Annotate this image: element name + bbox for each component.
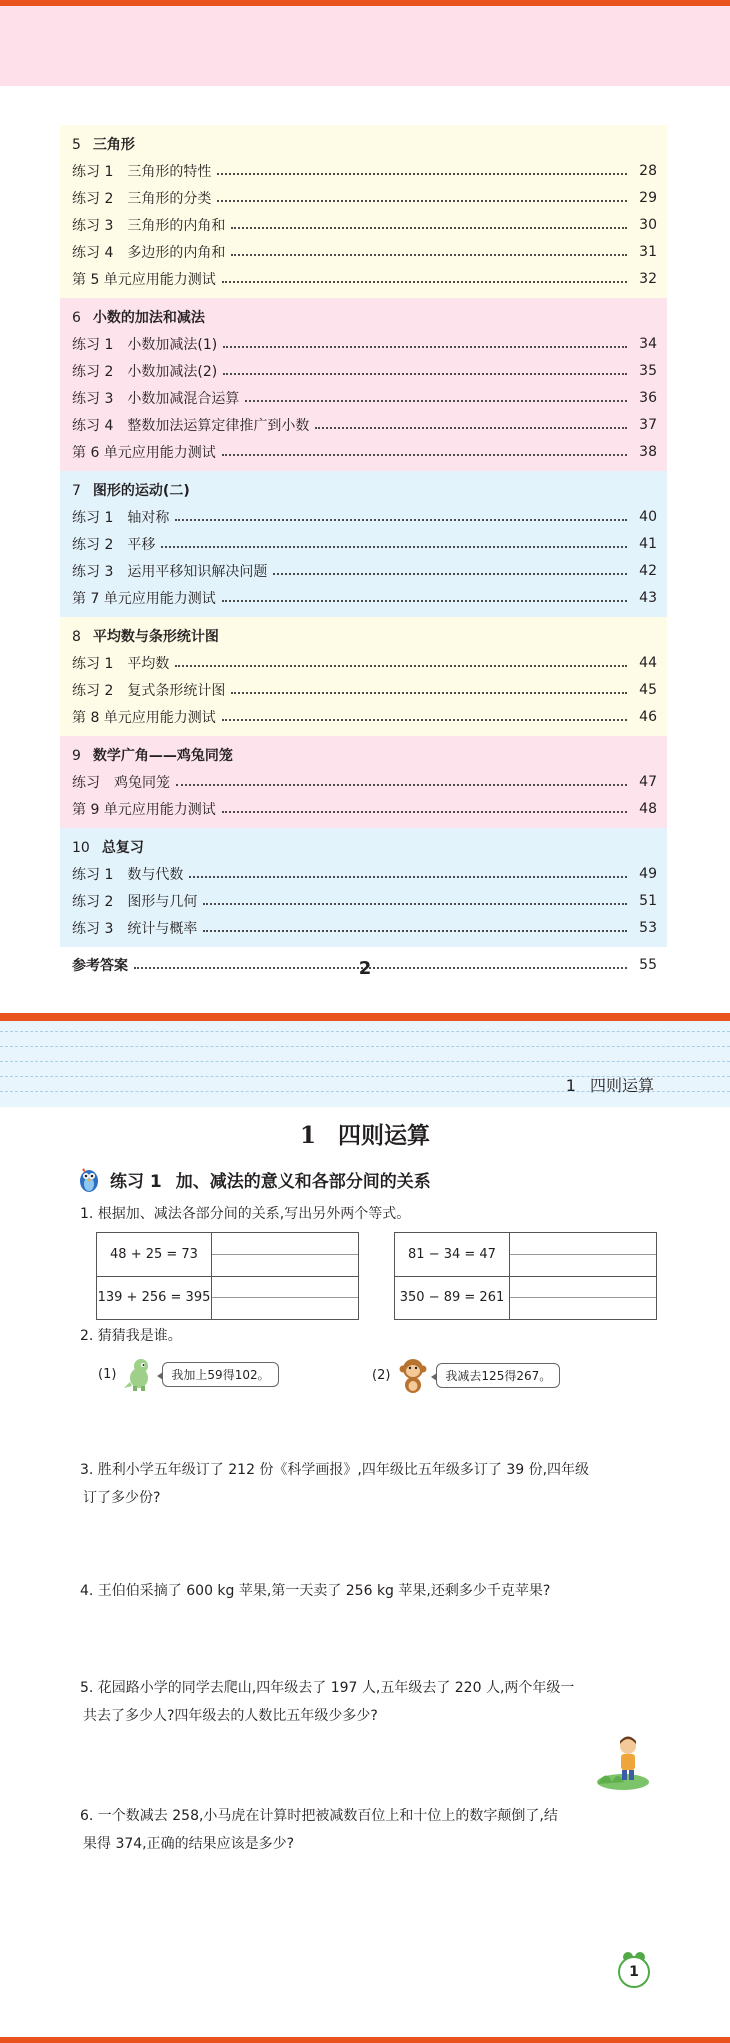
- toc-entry-page: 28: [639, 162, 657, 179]
- toc-entry-prefix: 练习 2: [72, 190, 114, 207]
- toc-entry-page: 29: [639, 189, 657, 206]
- toc-entry-title: 三角形的特性: [127, 163, 212, 180]
- toc-entry-prefix: 练习 1: [72, 163, 114, 180]
- leader-dots: [217, 200, 627, 202]
- toc-section-title: [72, 744, 657, 768]
- leader-dots: [176, 784, 627, 786]
- toc-entry-title: 三角形的分类: [127, 190, 212, 207]
- toc-entry-title: 第 9 单元应用能力测试: [72, 801, 216, 818]
- toc-entry-page: 46: [639, 708, 657, 725]
- toc-section-number: 8: [72, 629, 81, 645]
- guess-item-2: [372, 1356, 560, 1394]
- exercise-prefix: 练习 1: [110, 1171, 162, 1192]
- toc-entry-label: [72, 707, 216, 727]
- toc-section-title: [72, 306, 657, 330]
- toc-entry[interactable]: [72, 703, 657, 730]
- toc-entry-label: [72, 864, 183, 884]
- toc-entry-title: 整数加法运算定律推广到小数: [127, 417, 310, 434]
- question-line: 共去了多少人?四年级去的人数比五年级少多少?: [83, 1708, 378, 1724]
- toc-entry-page: 34: [639, 335, 657, 352]
- exercise-title: 加、减法的意义和各部分间的关系: [175, 1171, 431, 1192]
- toc-entry-label: [72, 242, 225, 262]
- toc-entry-title: 复式条形统计图: [127, 682, 226, 699]
- leader-dots: [231, 227, 627, 229]
- toc-entry-label: [72, 442, 216, 462]
- toc-entry-prefix: 练习 1: [72, 509, 114, 526]
- toc-entry-prefix: 练习 2: [72, 682, 114, 699]
- toc-entry-label: [72, 534, 155, 554]
- table-of-contents: [60, 125, 667, 974]
- question-line: 5. 花园路小学的同学去爬山,四年级去了 197 人,五年级去了 220 人,两个年级一: [80, 1680, 575, 1696]
- toc-page-number: 2: [358, 958, 372, 979]
- toc-entry-page: 45: [639, 681, 657, 698]
- toc-entry-page: 30: [639, 216, 657, 233]
- dinosaur-icon: [122, 1356, 156, 1392]
- guess-item-1: [98, 1356, 279, 1392]
- answer-line[interactable]: [510, 1277, 656, 1299]
- leader-dots: [273, 573, 627, 575]
- leader-dots: [175, 519, 627, 521]
- toc-entry-title: 小数加减法(2): [127, 363, 218, 380]
- toc-entry-label: [72, 215, 225, 235]
- exercise-heading: [76, 1164, 431, 1194]
- question-line: 4. 王伯伯采摘了 600 kg 苹果,第一天卖了 256 kg 苹果,还剩多少千克苹果?: [80, 1583, 551, 1599]
- leader-dots: [222, 600, 627, 602]
- toc-entry[interactable]: [72, 649, 657, 676]
- toc-section: [60, 617, 667, 736]
- toc-entry-prefix: 练习 3: [72, 390, 114, 407]
- toc-entry[interactable]: [72, 330, 657, 357]
- toc-entry-label: [72, 799, 216, 819]
- toc-entry-title: 多边形的内角和: [127, 244, 226, 261]
- answer-line[interactable]: [212, 1233, 358, 1255]
- toc-entry-title: 平移: [127, 536, 156, 553]
- toc-entry[interactable]: [72, 384, 657, 411]
- toc-entry-title: 平均数: [127, 655, 170, 672]
- toc-entry-page: 47: [639, 773, 657, 790]
- toc-section: [60, 471, 667, 617]
- toc-entry-title: 数与代数: [127, 866, 184, 883]
- leader-dots: [189, 876, 627, 878]
- toc-section: [60, 125, 667, 298]
- chapter-number: 1: [299, 1122, 316, 1149]
- toc-entry-label: [72, 891, 197, 911]
- toc-entry[interactable]: [72, 211, 657, 238]
- toc-section-name: 总复习: [101, 840, 144, 856]
- toc-entry-title: 小数加减法(1): [127, 336, 218, 353]
- toc-section-title: [72, 133, 657, 157]
- leader-dots: [315, 427, 627, 429]
- toc-section-number: 5: [72, 137, 81, 153]
- toc-entry-page: 36: [639, 389, 657, 406]
- toc-entry-page: 40: [639, 508, 657, 525]
- page-number-badge: [618, 1952, 650, 1984]
- equation-cell: 139 + 256 = 395: [97, 1277, 212, 1320]
- toc-entry[interactable]: [72, 438, 657, 465]
- toc-entry-page: 32: [639, 270, 657, 287]
- toc-entry[interactable]: [72, 795, 657, 822]
- toc-entry[interactable]: [72, 184, 657, 211]
- toc-entry-title: 小数加减混合运算: [127, 390, 240, 407]
- top-pink-band: [0, 6, 730, 86]
- question-5: [80, 1674, 655, 1730]
- unit-tag-title: 四则运算: [589, 1076, 654, 1095]
- toc-entry-label: [72, 415, 309, 435]
- leader-dots: [223, 346, 627, 348]
- toc-entry-prefix: 练习 2: [72, 893, 114, 910]
- toc-section-number: 6: [72, 310, 81, 326]
- toc-entry-page: 43: [639, 589, 657, 606]
- toc-entry-label: [72, 918, 197, 938]
- toc-entry-label: [72, 561, 267, 581]
- toc-entry[interactable]: [72, 411, 657, 438]
- toc-entry-page: 37: [639, 416, 657, 433]
- toc-entry-prefix: 练习 4: [72, 417, 114, 434]
- question-6: [80, 1802, 655, 1858]
- toc-section-name: 数学广角——鸡兔同笼: [92, 748, 233, 764]
- leader-dots: [231, 254, 627, 256]
- unit-tag: [566, 1073, 654, 1096]
- leader-dots: [231, 692, 627, 694]
- answer-line[interactable]: [510, 1298, 656, 1319]
- toc-section-number: 10: [72, 840, 90, 856]
- toc-section: [60, 298, 667, 471]
- toc-entry-title: 第 6 单元应用能力测试: [72, 444, 216, 461]
- toc-entry-prefix: 练习 1: [72, 655, 114, 672]
- question-line: 3. 胜利小学五年级订了 212 份《科学画报》,四年级比五年级多订了 39 份,四年级: [80, 1462, 590, 1478]
- toc-entry-page: 41: [639, 535, 657, 552]
- toc-entry-title: 鸡兔同笼: [114, 774, 170, 791]
- toc-entry-page: 35: [639, 362, 657, 379]
- bottom-orange-bar: [0, 2037, 730, 2043]
- toc-entry-label: [72, 388, 239, 408]
- toc-section-title: [72, 836, 657, 860]
- toc-entry-prefix: 练习 1: [72, 336, 114, 353]
- toc-entry-label: [72, 361, 217, 381]
- toc-entry-page: 44: [639, 654, 657, 671]
- guess-label: (2): [372, 1367, 391, 1383]
- toc-entry-prefix: 练习 2: [72, 536, 114, 553]
- toc-entry-label: [72, 161, 211, 181]
- toc-entry-title: 三角形的内角和: [127, 217, 226, 234]
- toc-entry[interactable]: [72, 584, 657, 611]
- toc-entry-page: 48: [639, 800, 657, 817]
- question-line: 订了多少份?: [83, 1490, 161, 1506]
- toc-entry-page: 31: [639, 243, 657, 260]
- answer-line[interactable]: [510, 1233, 656, 1255]
- toc-entry-title: 图形与几何: [127, 893, 198, 910]
- toc-entry[interactable]: [72, 157, 657, 184]
- monkey-icon: [396, 1356, 430, 1394]
- toc-section-number: 9: [72, 748, 81, 764]
- answer-line[interactable]: [212, 1255, 358, 1276]
- leader-dots: [222, 281, 627, 283]
- toc-entry-label: [72, 507, 169, 527]
- toc-section-name: 小数的加法和减法: [92, 310, 205, 326]
- toc-entry[interactable]: [72, 357, 657, 384]
- toc-entry-page: 42: [639, 562, 657, 579]
- speech-bubble: 我减去125得267。: [436, 1363, 560, 1388]
- toc-entry-label: [72, 653, 169, 673]
- equation-table-right: [394, 1232, 657, 1320]
- leader-dots: [217, 173, 627, 175]
- toc-entry-title: 统计与概率: [127, 920, 198, 937]
- answer-line[interactable]: [510, 1255, 656, 1276]
- toc-entry-page: 53: [639, 919, 657, 936]
- leader-dots: [222, 719, 627, 721]
- leader-dots: [222, 811, 627, 813]
- toc-section: [60, 736, 667, 828]
- toc-entry[interactable]: [72, 557, 657, 584]
- toc-section-name: 平均数与条形统计图: [92, 629, 219, 645]
- toc-entry-prefix: 练习 2: [72, 363, 114, 380]
- toc-entry-label: [72, 772, 170, 792]
- toc-section-title: [72, 625, 657, 649]
- question-4: [80, 1577, 655, 1605]
- guess-label: (1): [98, 1366, 117, 1382]
- toc-entry-prefix: 练习 1: [72, 866, 114, 883]
- equation-table-left: [96, 1232, 359, 1320]
- leader-dots: [245, 400, 627, 402]
- toc-entry-prefix: 练习 3: [72, 217, 114, 234]
- toc-entry-prefix: 练习 3: [72, 563, 114, 580]
- toc-entry-label: [72, 334, 217, 354]
- toc-entry-label: [72, 188, 211, 208]
- toc-section-title: [72, 479, 657, 503]
- equation-cell: 350 − 89 = 261: [395, 1277, 510, 1320]
- toc-entry-page: 38: [639, 443, 657, 460]
- toc-entry[interactable]: [72, 238, 657, 265]
- toc-entry-title: 运用平移知识解决问题: [127, 563, 268, 580]
- toc-entry[interactable]: [72, 860, 657, 887]
- boy-on-grass-icon: [596, 1732, 650, 1790]
- leader-dots: [203, 930, 627, 932]
- leader-dots: [222, 454, 627, 456]
- toc-entry-prefix: 练习 3: [72, 920, 114, 937]
- toc-section-name: 图形的运动(二): [92, 483, 190, 499]
- toc-entry-prefix: 练习 4: [72, 244, 114, 261]
- question-line: 果得 374,正确的结果应该是多少?: [83, 1836, 295, 1852]
- equation-cell: 48 + 25 = 73: [97, 1233, 212, 1276]
- toc-section-name: 三角形: [92, 137, 135, 153]
- answer-line[interactable]: [212, 1277, 358, 1299]
- toc-section-number: 7: [72, 483, 81, 499]
- toc-entry[interactable]: [72, 265, 657, 292]
- answer-line[interactable]: [212, 1298, 358, 1319]
- toc-entry-label: [72, 588, 216, 608]
- toc-entry[interactable]: [72, 887, 657, 914]
- toc-entry-page: 51: [639, 892, 657, 909]
- speech-bubble: 我加上59得102。: [162, 1362, 278, 1387]
- toc-entry[interactable]: [72, 530, 657, 557]
- bird-mascot-icon: [76, 1164, 102, 1194]
- page-number: 1: [618, 1956, 650, 1988]
- toc-entry[interactable]: [72, 676, 657, 703]
- question-1: 1. 根据加、减法各部分间的关系,写出另外两个等式。: [80, 1206, 411, 1222]
- leader-dots: [161, 546, 627, 548]
- toc-entry-title: 第 5 单元应用能力测试: [72, 271, 216, 288]
- toc-entry-title: 参考答案: [72, 957, 128, 974]
- chapter-title: [0, 1117, 730, 1150]
- toc-entry-page: 49: [639, 865, 657, 882]
- toc-entry-title: 第 8 单元应用能力测试: [72, 709, 216, 726]
- equation-cell: 81 − 34 = 47: [395, 1233, 510, 1276]
- toc-entry[interactable]: [72, 503, 657, 530]
- chapter-name: 四则运算: [338, 1122, 430, 1149]
- question-3: [80, 1456, 655, 1512]
- toc-entry-prefix: 练习: [72, 774, 100, 791]
- toc-entry-title: 轴对称: [127, 509, 170, 526]
- toc-section: [60, 828, 667, 947]
- toc-entry-page: 55: [639, 956, 657, 973]
- leader-dots: [203, 903, 627, 905]
- toc-entry[interactable]: [72, 914, 657, 941]
- page-divider-bar: [0, 1013, 730, 1021]
- leader-dots: [223, 373, 627, 375]
- toc-entry-label: [72, 680, 225, 700]
- question-2: 2. 猜猜我是谁。: [80, 1328, 182, 1344]
- toc-entry[interactable]: [72, 768, 657, 795]
- question-line: 6. 一个数减去 258,小马虎在计算时把被减数百位上和十位上的数字颠倒了,结: [80, 1808, 558, 1824]
- leader-dots: [175, 665, 627, 667]
- unit-tag-number: 1: [565, 1076, 576, 1095]
- toc-entry-title: 第 7 单元应用能力测试: [72, 590, 216, 607]
- toc-entry-label: [72, 269, 216, 289]
